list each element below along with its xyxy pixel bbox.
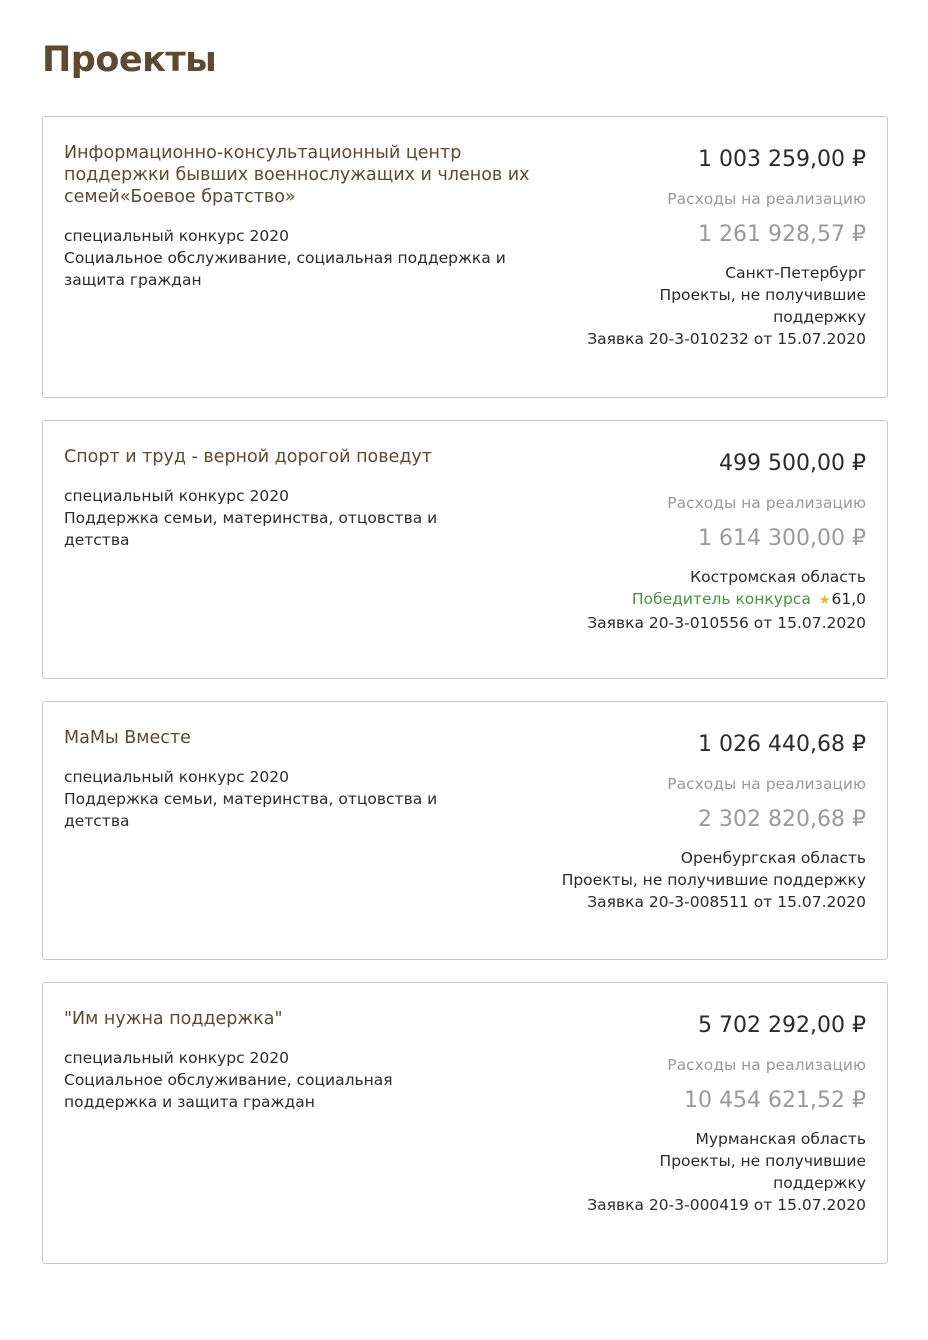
application-number: Заявка 20-3-010232 от 15.07.2020 [587, 330, 866, 348]
project-financials [506, 730, 866, 913]
grant-amount: 1 003 259,00 ₽ [698, 147, 866, 172]
region: Мурманская область [695, 1130, 866, 1148]
region: Санкт-Петербург [725, 264, 866, 282]
project-meta [64, 1047, 444, 1113]
status-label: Проекты, не получившие поддержку [561, 871, 866, 889]
star-icon: ★ [818, 593, 831, 608]
project-title-link[interactable]: МаМы Вместе [64, 728, 191, 748]
contest-name: специальный конкурс 2020 [64, 227, 289, 245]
grant-amount: 499 500,00 ₽ [719, 451, 866, 476]
project-details [506, 566, 866, 634]
project-financials [506, 145, 866, 350]
project-financials [506, 449, 866, 634]
project-card[interactable] [42, 982, 888, 1264]
project-details [506, 847, 866, 913]
project-info [64, 142, 544, 291]
project-title-link[interactable]: Информационно-консультационный центр поддержки бывших военнослужащих и членов их семей«Боевое братство» [64, 143, 530, 207]
project-details [506, 262, 866, 350]
project-score [819, 590, 866, 608]
project-direction: Социальное обслуживание, социальная поддержка и защита граждан [64, 249, 506, 289]
expenses-amount: 2 302 820,68 ₽ [698, 807, 866, 832]
project-direction: Поддержка семьи, материнства, отцовства и детства [64, 790, 438, 830]
project-info [64, 446, 544, 551]
grant-amount: 5 702 292,00 ₽ [698, 1013, 866, 1038]
project-meta [64, 485, 484, 551]
contest-name: специальный конкурс 2020 [64, 768, 289, 786]
project-card[interactable] [42, 420, 888, 679]
score-value: 61,0 [831, 590, 866, 608]
application-number: Заявка 20-3-000419 от 15.07.2020 [587, 1196, 866, 1214]
expenses-amount: 1 261 928,57 ₽ [698, 222, 866, 247]
page-title: Проекты [42, 40, 217, 80]
project-title-link[interactable]: Спорт и труд - верной дорогой поведут [64, 447, 432, 467]
application-number: Заявка 20-3-010556 от 15.07.2020 [587, 614, 866, 632]
project-direction: Поддержка семьи, материнства, отцовства и детства [64, 509, 438, 549]
contest-name: специальный конкурс 2020 [64, 1049, 289, 1067]
project-financials [506, 1011, 866, 1216]
expenses-label: Расходы на реализацию [667, 494, 866, 512]
status-label: Проекты, не получившие поддержку [659, 1152, 866, 1192]
project-info [64, 1008, 544, 1113]
contest-name: специальный конкурс 2020 [64, 487, 289, 505]
winner-status-label: Победитель конкурса [631, 590, 811, 608]
project-meta [64, 225, 534, 291]
region: Оренбургская область [680, 849, 866, 867]
status-label: Проекты, не получившие поддержку [659, 286, 866, 326]
expenses-label: Расходы на реализацию [667, 190, 866, 208]
project-direction: Социальное обслуживание, социальная поддержка и защита граждан [64, 1071, 393, 1111]
expenses-amount: 1 614 300,00 ₽ [698, 526, 866, 551]
expenses-label: Расходы на реализацию [667, 775, 866, 793]
project-list [42, 116, 888, 1286]
expenses-amount: 10 454 621,52 ₽ [684, 1088, 866, 1113]
region: Костромская область [690, 568, 866, 586]
application-number: Заявка 20-3-008511 от 15.07.2020 [587, 893, 866, 911]
grant-amount: 1 026 440,68 ₽ [698, 732, 866, 757]
expenses-label: Расходы на реализацию [667, 1056, 866, 1074]
project-info [64, 727, 544, 832]
project-title-link[interactable]: "Им нужна поддержка" [64, 1009, 283, 1029]
project-details [506, 1128, 866, 1216]
project-card[interactable] [42, 116, 888, 398]
project-meta [64, 766, 484, 832]
project-card[interactable] [42, 701, 888, 960]
